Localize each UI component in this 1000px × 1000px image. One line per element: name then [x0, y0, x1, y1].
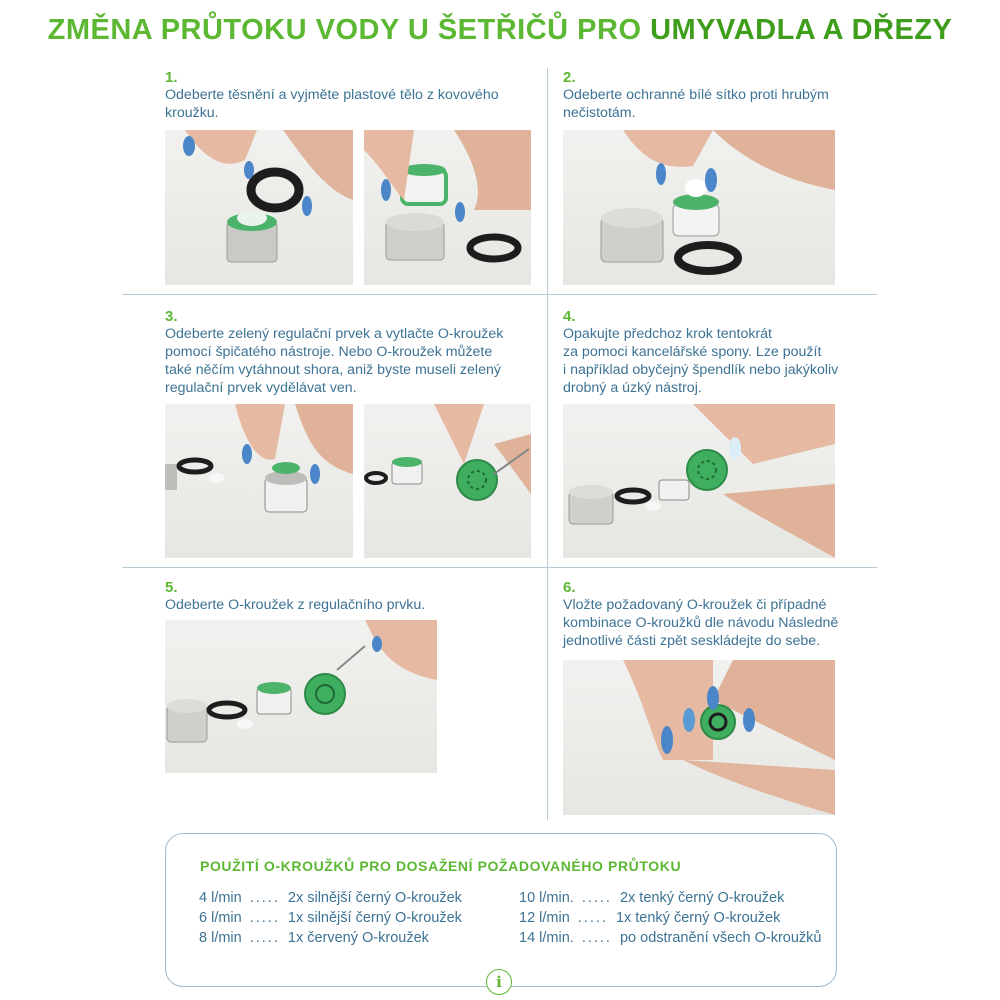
row-divider-2	[122, 567, 877, 568]
step-instruction: Odeberte O-kroužek z regulačního prvku.	[165, 597, 426, 613]
step-5	[165, 580, 535, 614]
title-part-1: ZMĚNA PRŮTOKU VODY U ŠETŘIČŮ PRO	[47, 14, 651, 46]
step-2-photo-illustration	[563, 130, 835, 285]
flow-description: po odstranění všech O-kroužků	[619, 930, 822, 946]
step-2-photo	[563, 130, 835, 285]
step-1-photo-a	[165, 130, 353, 285]
flow-description: 1x tenký černý O-kroužek	[615, 910, 781, 926]
step-3-photo-a	[165, 404, 353, 558]
flow-dots: .....	[581, 890, 612, 906]
flow-rate: 10 l/min.	[519, 890, 574, 906]
flow-rate: 12 l/min	[519, 910, 570, 926]
flow-row	[199, 930, 429, 946]
page-title	[0, 14, 1000, 47]
step-instruction: Odeberte ochranné bílé sítko proti hrubým nečistotám.	[563, 87, 829, 121]
step-4-photo-illustration	[563, 404, 835, 558]
flow-dots: .....	[249, 910, 280, 926]
flow-rate: 14 l/min.	[519, 930, 574, 946]
step-4-photo	[563, 404, 835, 558]
flow-dots: .....	[249, 930, 280, 946]
step-5-photo-illustration	[165, 620, 437, 773]
flow-rate-info-box	[165, 833, 837, 987]
title-part-2: UMYVADLA A DŘEZY	[650, 14, 953, 46]
step-4	[563, 309, 873, 397]
step-number: 5.	[165, 579, 178, 596]
flow-rate: 4 l/min	[199, 890, 242, 906]
step-1-photo-a-illustration	[165, 130, 353, 285]
flow-row	[199, 890, 462, 906]
flow-description: 1x červený O-kroužek	[287, 930, 429, 946]
step-instruction: Odeberte zelený regulační prvek a vytlačte O-kroužek pomocí špičatého nástroje. Nebo O-kroužek můžete také něčím vytáhnout shora, aniž byste museli zelený regulační prvek vydělávat ven.	[165, 326, 504, 396]
row-divider-1	[122, 294, 877, 295]
step-instruction: Opakujte předchoz krok tentokrát za pomoci kancelářské spony. Lze použít i například obyčejný špendlík nebo jakýkoliv drobný a úzký nástroj.	[563, 326, 839, 396]
flow-row	[199, 910, 462, 926]
step-3-photo-b	[364, 404, 531, 558]
step-2	[563, 70, 873, 122]
step-1-photo-b	[364, 130, 531, 285]
info-title: POUŽITÍ O-KROUŽKŮ PRO DOSAŽENÍ POŽADOVANÉHO PRŮTOKU	[200, 858, 682, 874]
step-number: 2.	[563, 69, 576, 86]
flow-dots: .....	[249, 890, 280, 906]
flow-rate: 8 l/min	[199, 930, 242, 946]
flow-row	[519, 890, 784, 906]
step-3-photo-b-illustration	[364, 404, 531, 558]
step-3-photo-a-illustration	[165, 404, 353, 558]
step-number: 6.	[563, 579, 576, 596]
flow-description: 1x silnější černý O-kroužek	[287, 910, 462, 926]
step-number: 1.	[165, 69, 178, 86]
flow-dots: .....	[581, 930, 612, 946]
flow-description: 2x silnější černý O-kroužek	[287, 890, 462, 906]
flow-row	[519, 910, 780, 926]
step-6-photo	[563, 660, 835, 815]
step-6	[563, 580, 873, 650]
column-divider	[547, 68, 548, 820]
flow-row	[519, 930, 821, 946]
step-1	[165, 70, 535, 122]
step-1-photo-b-illustration	[364, 130, 531, 285]
step-number: 4.	[563, 308, 576, 325]
flow-description: 2x tenký černý O-kroužek	[619, 890, 785, 906]
step-instruction: Odeberte těsnění a vyjměte plastové tělo z kovového kroužku.	[165, 87, 499, 121]
step-number: 3.	[165, 308, 178, 325]
step-6-photo-illustration	[563, 660, 835, 815]
flow-dots: .....	[577, 910, 608, 926]
step-instruction: Vložte požadovaný O-kroužek či případné kombinace O-kroužků dle návodu Následně jednotlivé části zpět seskládejte do sebe.	[563, 597, 839, 649]
step-3	[165, 309, 545, 397]
info-icon: i	[486, 969, 512, 995]
step-5-photo	[165, 620, 437, 773]
flow-rate: 6 l/min	[199, 910, 242, 926]
